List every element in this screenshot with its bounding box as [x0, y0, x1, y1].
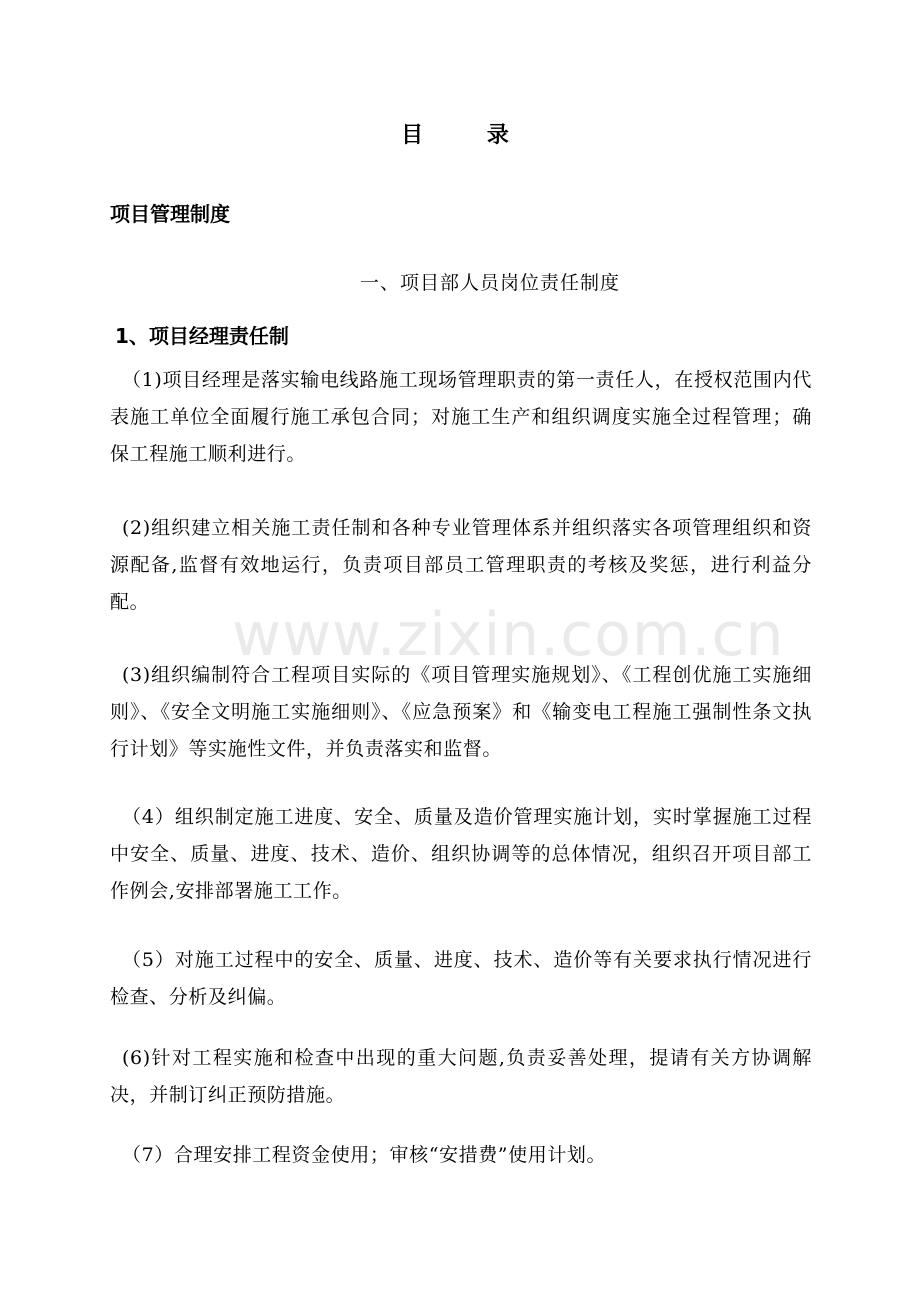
paragraph-7: （7）合理安排工程资金使用；审核“安措费”使用计划。 — [122, 1144, 607, 1166]
paragraph-6: (6)针对工程实施和检查中出现的重大问题,负责妥善处理，提请有关方协调解决，并制订纠正预防措施。 — [110, 1047, 812, 1106]
page-title: 目 录 — [401, 122, 537, 148]
paragraph-5: （5）对施工过程中的安全、质量、进度、技术、造价等有关要求执行情况进行检查、分析及纠偏。 — [110, 949, 812, 1008]
paragraph-2: (2)组织建立相关施工责任制和各种专业管理体系并组织落实各项管理组织和资源配备,监督有效地运行，负责项目部员工管理职责的考核及奖惩，进行利益分配。 — [110, 517, 812, 613]
chapter-heading: 一、项目部人员岗位责任制度 — [359, 272, 620, 294]
paragraph-1: （1)项目经理是落实输电线路施工现场管理职责的第一责任人，在授权范围内代表施工单位全面履行施工承包合同；对施工生产和组织调度实施全过程管理；确保工程施工顺利进行。 — [110, 369, 812, 465]
watermark: www.zixin.com.cn — [232, 600, 785, 670]
paragraph-3: (3)组织编制符合工程项目实际的《项目管理实施规划》、《工程创优施工实施细则》、《安全文明施工实施细则》、《应急预案》和《输变电工程施工强制性条文执行计划》等实施性文件，并负责落实和监督。 — [110, 664, 812, 760]
sub-heading: 1、项目经理责任制 — [115, 324, 289, 348]
paragraph-4: （4）组织制定施工进度、安全、质量及造价管理实施计划，实时掌握施工过程中安全、质量、进度、技术、造价、组织协调等的总体情况，组织召开项目部工作例会,安排部署施工工作。 — [110, 806, 812, 902]
section-heading: 项目管理制度 — [110, 202, 230, 226]
